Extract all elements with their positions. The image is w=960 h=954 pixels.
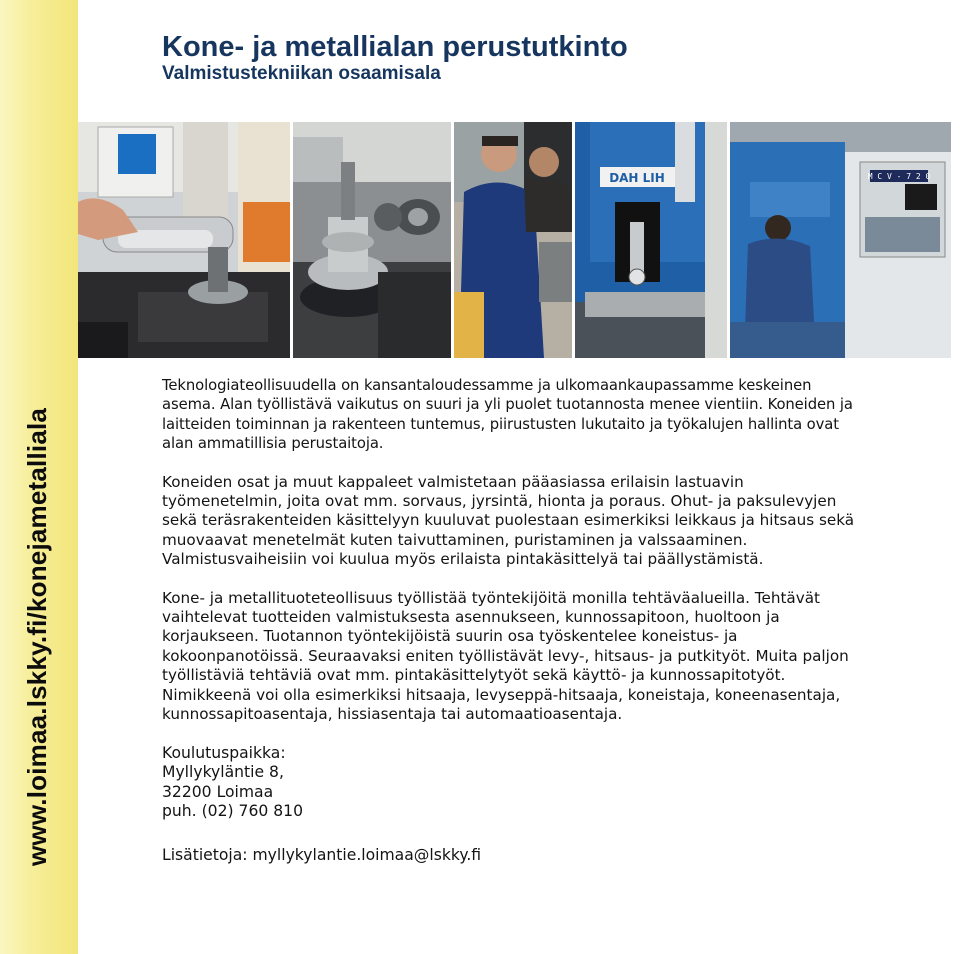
info-email[interactable]: Lisätietoja: myllykylantie.loimaa@lskky.fi [162,845,482,864]
dahlih-milling-photo [575,122,727,358]
sidebar-band [0,0,78,954]
machine-brand-label: DAH LIH [609,171,665,185]
contact-postal: 32200 Loimaa [162,782,274,801]
page-title: Kone- ja metallialan perustutkinto [162,31,628,63]
measuring-machine-photo [78,122,290,358]
contact-block [162,744,862,822]
page-subtitle: Valmistustekniikan osaamisala [162,63,441,84]
workshop-students-photo [454,122,572,358]
sidebar-url[interactable]: www.loimaa.lskky.fi/konejametalliala [22,407,52,866]
machine-model-label: M C V - 7 2 0 [867,172,931,181]
paragraph-intro: Teknologiateollisuudella on kansantaloudessamme ja ulkomaankaupassamme keskeinen asema. Alan työllistävä vaikutus on suuri ja yli puolet tuotannosta menee vientiin. Koneiden ja laitteiden toiminnan ja rakenteen tuntemus, piirustusten lukutaito ja työkalujen hallinta ovat alan ammatillisia perustaitoja. [162,377,853,453]
tool-holder-photo [293,122,451,358]
paragraph-employment: Kone- ja metallituoteteollisuus työllistää työntekijöitä monilla tehtäväalueilla. Tehtävät vaihtelevat tuotteiden valmistuksesta asennukseen, kunnossapitoon, huoltoon ja korjaukseen. Tuotannon työntekijöistä suurin osa työskentelee koneistus- ja kokoonpanotöissä. Seuraavaksi eniten työllistävät levy-, hitsaus- ja putkityöt. Muita paljon työllistäviä tehtäviä ovat mm. pintakäsittelytyöt sekä käyttö- ja kunnossapitotyöt. Nimikkeenä voi olla esimerkiksi hitsaaja, levyseppä-hitsaaja, koneistaja, koneenasentaja, kunnossapitoasentaja, hissiasentaja tai automaatioasentaja. [162,588,849,724]
paragraph-methods: Koneiden osat ja muut kappaleet valmistetaan pääasiassa erilaisin lastuavin työmenetelmin, joita ovat mm. sorvaus, jyrsintä, hionta ja poraus. Ohut- ja paksulevyjen sekä teräsrakenteiden käsittelyyn kuuluvat puolestaan esimerkiksi leikkaus ja hitsaus sekä muovaavat menetelmät kuten taivuttaminen, puristaminen ja valssaaminen. Valmistusvaiheisiin voi kuulua myös erilaista pintakäsittelyä tai päällystämistä. [162,472,855,569]
main-content [162,376,862,865]
photo-strip [78,122,954,358]
contact-phone: puh. (02) 760 810 [162,802,304,821]
cnc-operator-photo [730,122,951,358]
contact-street: Myllykyläntie 8, [162,763,284,782]
contact-label: Koulutuspaikka: [162,743,286,762]
